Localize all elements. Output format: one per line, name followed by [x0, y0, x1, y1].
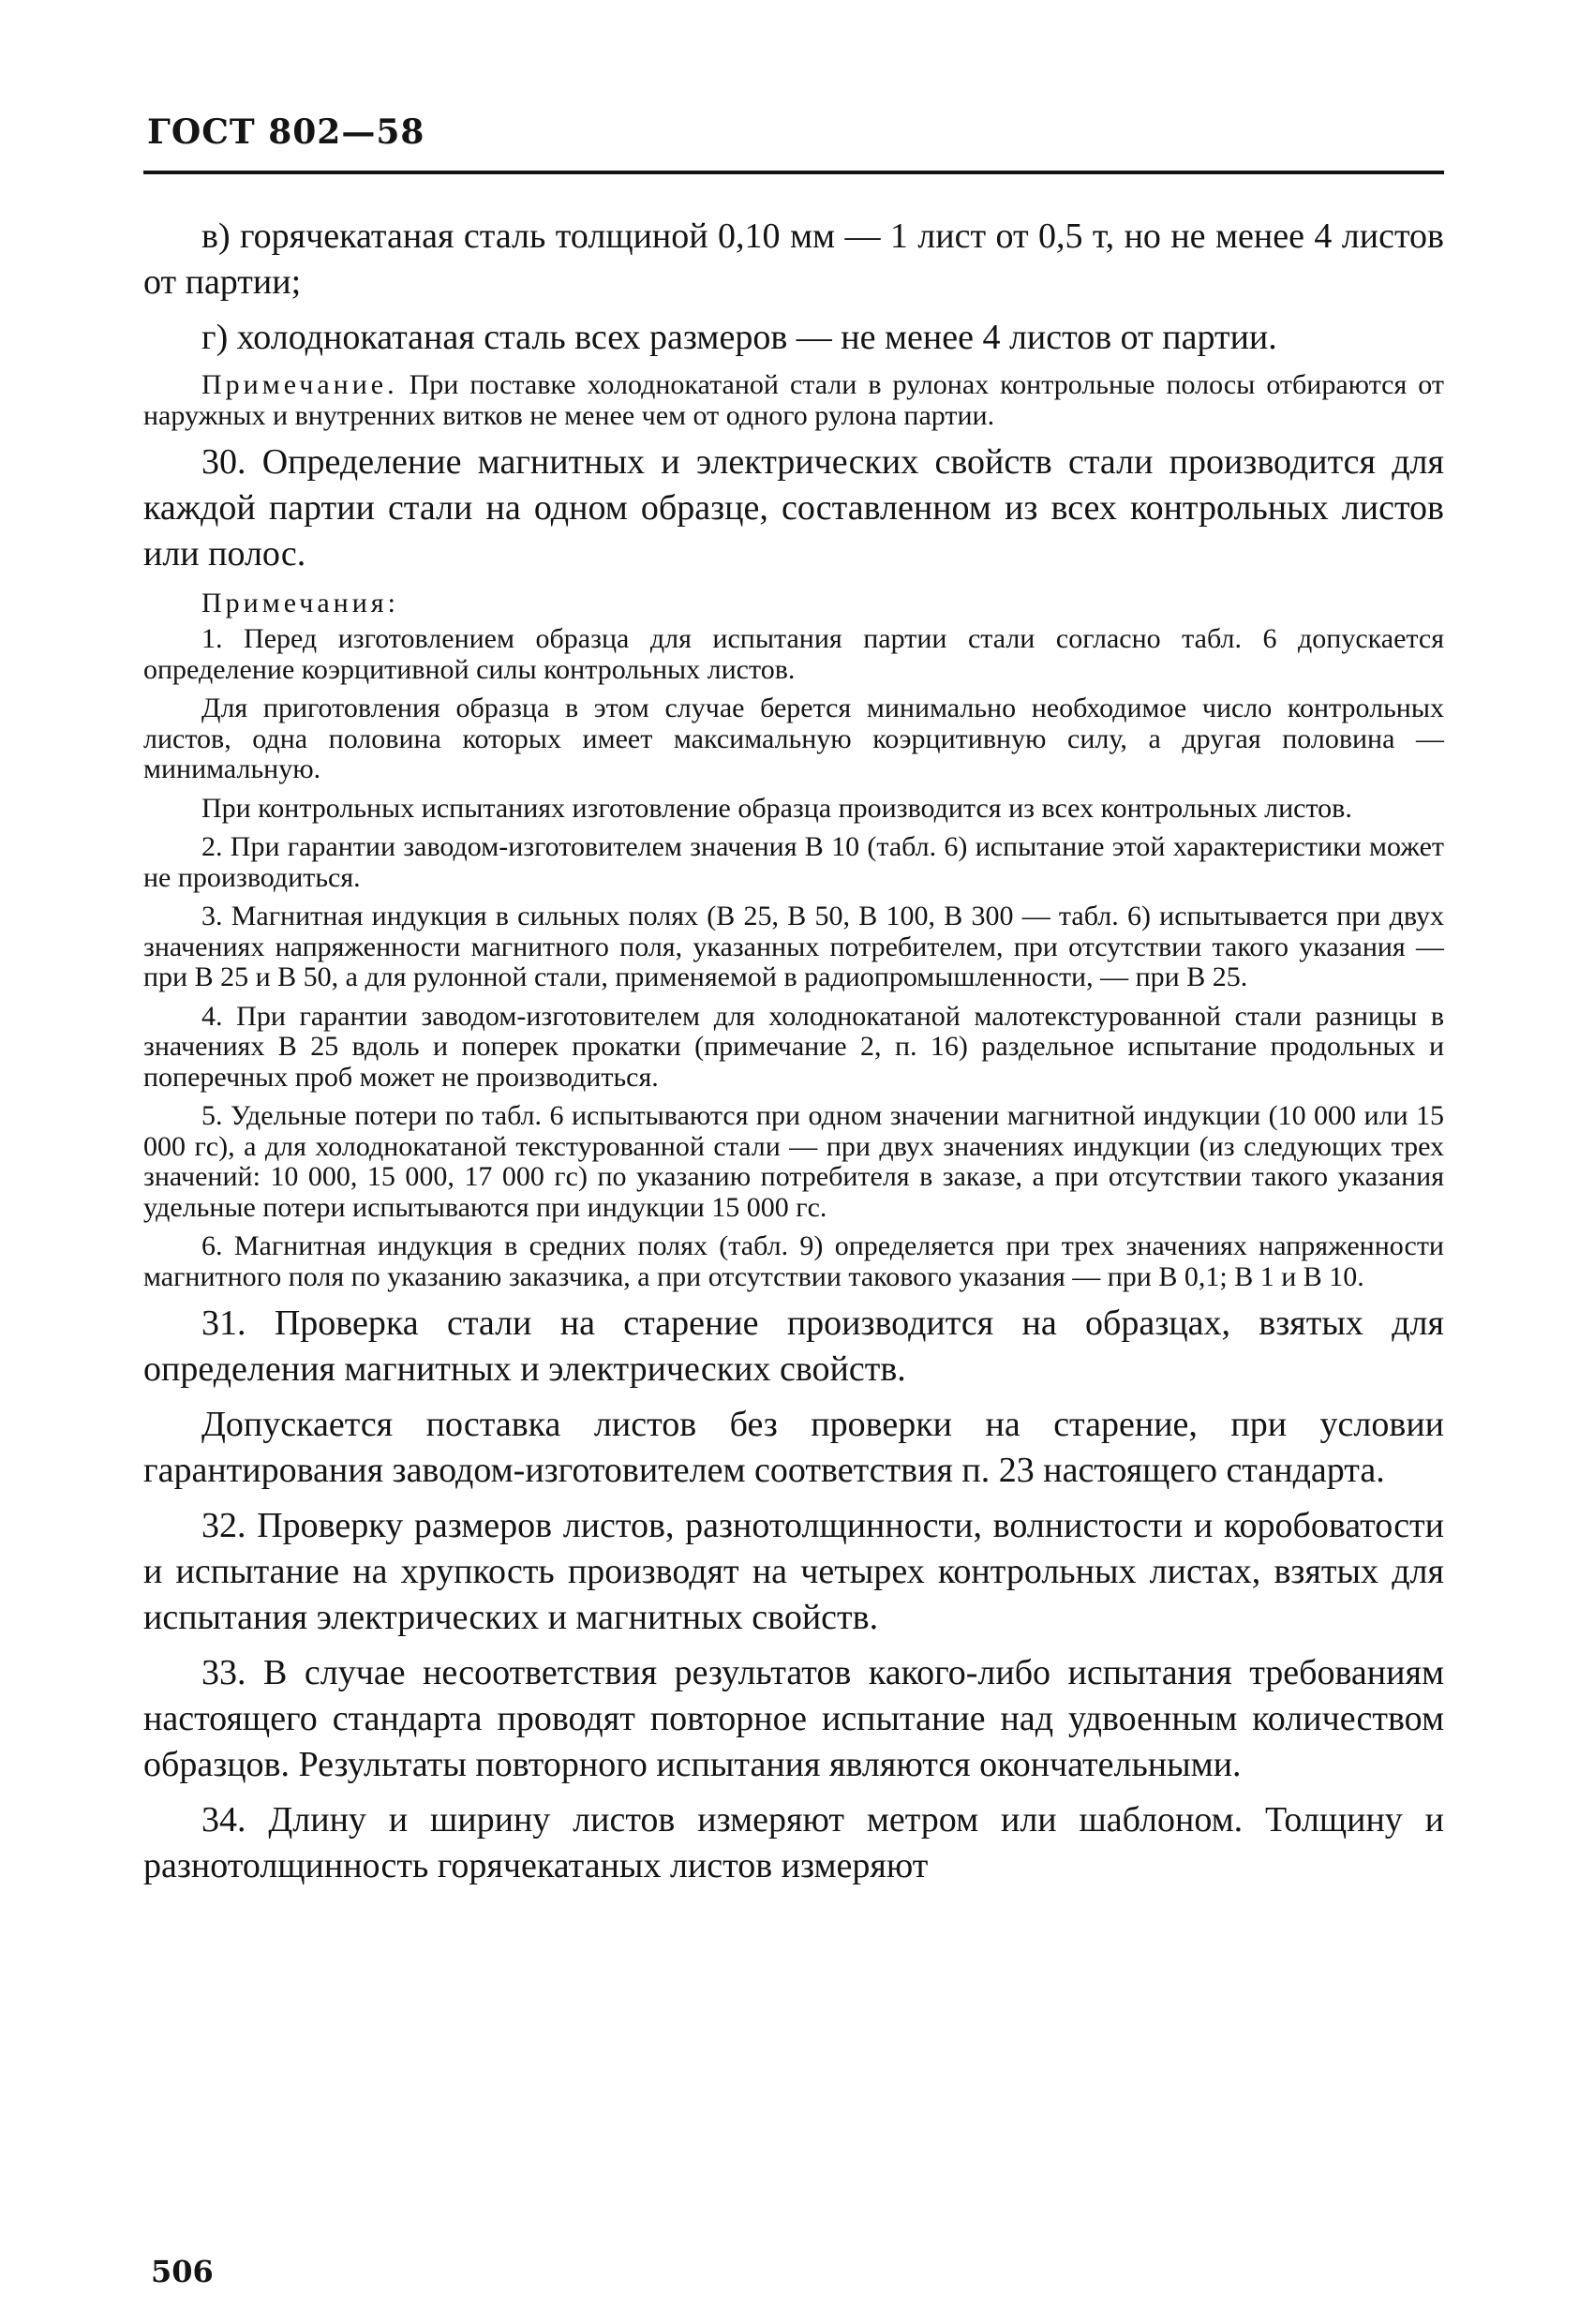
- note-label: Примечание.: [201, 369, 398, 400]
- standard-title: ГОСТ 802—58: [147, 112, 425, 152]
- note-6: 6. Магнитная индукция в средних полях (табл. 9) определяется при трех значениях напряженности магнитного поля по указанию заказчика, а при отсутствии такового указания — при В 0,1; В 1 и В 10.: [143, 1230, 1444, 1292]
- note-4: 4. При гарантии заводом-изготовителем для холоднокатаной малотекстурованной стали разницы в значениях В 25 вдоль и поперек прокатки (примечание 2, п. 16) раздельное испытание продольных и поперечных проб может не производиться.: [143, 1000, 1444, 1093]
- note-1c: При контрольных испытаниях изготовление образца производится из всех контрольных листов.: [201, 792, 1352, 824]
- page-header: [143, 112, 1444, 152]
- paragraph-33: 33. В случае несоответствия результатов какого-либо испытания требованиям настоящего стандарта проводят повторное испытание над удвоенным количеством образцов. Результаты повторного испытания являются окончательными.: [143, 1653, 1444, 1784]
- note-2: 2. При гарантии заводом-изготовителем значения В 10 (табл. 6) испытание этой характеристики может не производиться.: [143, 831, 1444, 893]
- header-rule: [143, 171, 1444, 174]
- note-5: 5. Удельные потери по табл. 6 испытываются при одном значении магнитной индукции (10 000 или 15 000 гс), а для холоднокатаной текстурованной стали — при двух значениях индукции (из следующих трех значений: 10 000, 15 000, 17 000 гс) по указанию потребителя в заказе, а при отсутствии такого указания удельные потери испытываются при индукции 15 000 гс.: [143, 1100, 1444, 1223]
- paragraph-34: 34. Длину и ширину листов измеряют метром или шаблоном. Толщину и разнотолщинность горячекатаных листов измеряют: [143, 1800, 1444, 1885]
- paragraph-32: 32. Проверку размеров листов, разнотолщинности, волнистости и коробоватости и испытание на хрупкость производят на четырех контрольных листах, взятых для испытания электрических и магнитных свойств.: [143, 1506, 1444, 1637]
- document-page: [143, 112, 1444, 2305]
- paragraph-31: 31. Проверка стали на старение производится на образцах, взятых для определения магнитных и электрических свойств.: [143, 1304, 1444, 1389]
- note-text: При поставке холоднокатаной стали в рулонах контрольные полосы отбираются от наружных и внутренних витков не менее чем от одного рулона партии.: [143, 369, 1444, 431]
- paragraph-g: г) холоднокатаная сталь всех размеров — не менее 4 листов от партии.: [201, 318, 1277, 357]
- notes-heading: Примечания:: [201, 588, 399, 618]
- paragraph-31b: Допускается поставка листов без проверки на старение, при условии гарантирования заводом-изготовителем соответствия п. 23 настоящего стандарта.: [143, 1405, 1444, 1490]
- paragraph-30: 30. Определение магнитных и электрических свойств стали производится для каждой партии стали на одном образце, составленном из всех контрольных листов или полос.: [143, 442, 1444, 574]
- page-number: 506: [151, 2254, 214, 2289]
- paragraph-v: в) горячекатаная сталь толщиной 0,10 мм — 1 лист от 0,5 т, но не менее 4 листов от партии;: [143, 216, 1444, 302]
- note-3: 3. Магнитная индукция в сильных полях (В 25, В 50, В 100, В 300 — табл. 6) испытывается при двух значениях напряженности магнитного поля, указанных потребителем, при отсутствии такого указания — при В 25 и В 50, а для рулонной стали, применяемой в радиопромышленности, — при В 25.: [143, 901, 1444, 992]
- note-rolls: [143, 370, 1444, 431]
- note-1: 1. Перед изготовлением образца для испытания партии стали согласно табл. 6 допускается определение коэрцитивной силы контрольных листов.: [143, 623, 1444, 685]
- document-body: [143, 214, 1444, 1899]
- note-1b: Для приготовления образца в этом случае берется минимально необходимое число контрольных листов, одна половина которых имеет максимальную коэрцитивную силу, а другая половина — минимальную.: [143, 693, 1444, 784]
